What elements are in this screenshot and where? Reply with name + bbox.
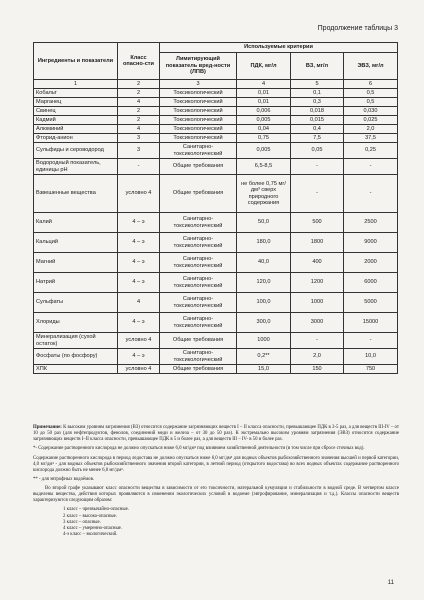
vz-cell: 0,1: [291, 89, 344, 98]
evz-cell: 2500: [344, 213, 398, 233]
continuation-label: Продолжение таблицы 3: [317, 25, 398, 32]
header-vz: ВЗ, мг/л: [291, 53, 344, 80]
ingredient-cell: Марганец: [34, 98, 118, 107]
pdk-cell: 100,0: [237, 293, 291, 313]
class-cell: 3: [118, 134, 160, 143]
lhp-cell: Токсикологический: [160, 134, 237, 143]
note-column-text: Во второй графе указывают класс опасности вещества в зависимости от его токсичности, матеральной кумуляции и стабильности в водной среде. В четвертом классе выделены вещества, действия которых проявляются в изменении экологических условий в водоеме (эвтрофирование, минерализация и т.д.). Классы опасности веществ характеризуются следующим образом:: [33, 486, 399, 504]
ingredient-cell: ХПК: [34, 365, 118, 374]
vz-cell: 1000: [291, 293, 344, 313]
pdk-cell: 0,2**: [237, 349, 291, 365]
pdk-cell: не более 0,75 мг/дм³ сверх природного содержания: [237, 175, 291, 213]
ingredient-cell: Сульфаты: [34, 293, 118, 313]
lhp-cell: Общие требования: [160, 365, 237, 374]
class-list: [63, 507, 399, 538]
lhp-cell: Санитарно-токсикологический: [160, 213, 237, 233]
ingredient-cell: Минерализация (сухой остаток): [34, 333, 118, 349]
header-used-criteria: Используемые критерии: [160, 43, 398, 53]
class-item: 4-э класс – экологический.: [63, 531, 118, 537]
lhp-cell: Санитарно-токсикологический: [160, 143, 237, 159]
table-row: [34, 253, 398, 273]
lhp-cell: Токсикологический: [160, 125, 237, 134]
evz-cell: 9000: [344, 233, 398, 253]
vz-cell: 500: [291, 213, 344, 233]
table-row: [34, 134, 398, 143]
class-cell: условно 4: [118, 175, 160, 213]
class-cell: 4 – э: [118, 253, 160, 273]
vz-cell: 150: [291, 365, 344, 374]
class-item: 2 класс – высоко-опасные.: [63, 513, 117, 519]
note-text: К высоким уровням загрязнения (ВЗ) относится содержание загрязняющих веществ I – II класса опасности, превышающее ПДК в 3-5 раз, а для веществ III-IV – от 10 до 50 раз (для нефтепродуктов, фенолов, соединений меди и железа – от 30 до 50 раз). К экстремально высоким уровням загрязнения (ЭВЗ) относится содержание загрязняющих веществ I–II класса опасности, превышающее ПДК в 5 и более раз, а для веществ III – IV- в 50 и более раз.: [33, 425, 399, 443]
ingredient-cell: Калий: [34, 213, 118, 233]
class-cell: 2: [118, 89, 160, 98]
ingredient-cell: Кальций: [34, 233, 118, 253]
header-evz: ЭВЗ, мг/л: [344, 53, 398, 80]
vz-cell: 0,3: [291, 98, 344, 107]
class-cell: 4 – э: [118, 213, 160, 233]
class-cell: условно 4: [118, 365, 160, 374]
page-number: 11: [387, 580, 394, 586]
table-row: [34, 159, 398, 175]
table-row: [34, 116, 398, 125]
table-row: [34, 143, 398, 159]
table-row: [34, 313, 398, 333]
notes-block: [33, 425, 399, 538]
pdk-cell: 0,04: [237, 125, 291, 134]
ingredient-cell: Фосфаты (по фосфору): [34, 349, 118, 365]
table-row: [34, 293, 398, 313]
evz-cell: 0,25: [344, 143, 398, 159]
pdk-cell: 180,0: [237, 233, 291, 253]
ingredient-cell: Фторид-анион: [34, 134, 118, 143]
class-cell: 4: [118, 98, 160, 107]
note-label: Примечание:: [33, 425, 62, 430]
pdk-cell: 0,006: [237, 107, 291, 116]
ingredient-cell: Кобальт: [34, 89, 118, 98]
evz-cell: 6000: [344, 273, 398, 293]
class-item: 4 класс – умеренно-опасные.: [63, 525, 123, 531]
evz-cell: 0,030: [344, 107, 398, 116]
table-row: [34, 98, 398, 107]
evz-cell: 2000: [344, 253, 398, 273]
lhp-cell: Общие требования: [160, 159, 237, 175]
lhp-cell: Токсикологический: [160, 116, 237, 125]
vz-cell: -: [291, 175, 344, 213]
vz-cell: 400: [291, 253, 344, 273]
class-cell: 4: [118, 293, 160, 313]
ingredient-cell: Свинец: [34, 107, 118, 116]
lhp-cell: Санитарно-токсикологический: [160, 233, 237, 253]
lhp-cell: Токсикологический: [160, 89, 237, 98]
evz-cell: 5000: [344, 293, 398, 313]
class-cell: 4 – э: [118, 273, 160, 293]
lhp-cell: Санитарно-токсикологический: [160, 293, 237, 313]
class-cell: 4 – э: [118, 349, 160, 365]
ingredient-cell: Взвешенные вещества: [34, 175, 118, 213]
ingredient-cell: Кадмий: [34, 116, 118, 125]
ingredient-cell: Водородный показатель, единицы рН: [34, 159, 118, 175]
vz-cell: 3000: [291, 313, 344, 333]
ingredient-cell: Хлориды: [34, 313, 118, 333]
lhp-cell: Санитарно-токсикологический: [160, 273, 237, 293]
lhp-cell: Общие требования: [160, 333, 237, 349]
table-row: [34, 333, 398, 349]
class-cell: 4 – э: [118, 233, 160, 253]
pdk-cell: 300,0: [237, 313, 291, 333]
criteria-table: [33, 42, 398, 374]
vz-cell: 0,018: [291, 107, 344, 116]
lhp-cell: Санитарно-токсикологический: [160, 349, 237, 365]
col-num-1: 1: [34, 80, 118, 89]
class-item: 1 класс – чрезвычайно-опасные.: [63, 507, 129, 513]
lhp-cell: Санитарно-токсикологический: [160, 313, 237, 333]
vz-cell: 0,015: [291, 116, 344, 125]
col-num-3: 3: [160, 80, 237, 89]
evz-cell: 0,025: [344, 116, 398, 125]
class-cell: 3: [118, 143, 160, 159]
header-lhp: Лимитирующий показатель вред-ности (ЛПВ): [160, 53, 237, 80]
ingredient-cell: Алюминий: [34, 125, 118, 134]
evz-cell: 750: [344, 365, 398, 374]
table-row: [34, 233, 398, 253]
table-row: [34, 365, 398, 374]
col-num-5: 5: [291, 80, 344, 89]
vz-cell: 0,05: [291, 143, 344, 159]
class-cell: -: [118, 159, 160, 175]
vz-cell: 1200: [291, 273, 344, 293]
table-row: [34, 125, 398, 134]
table-row: [34, 349, 398, 365]
evz-cell: -: [344, 333, 398, 349]
ingredient-cell: Натрий: [34, 273, 118, 293]
pdk-cell: 0,01: [237, 89, 291, 98]
evz-cell: 15000: [344, 313, 398, 333]
evz-cell: 10,0: [344, 349, 398, 365]
ingredient-cell: Магний: [34, 253, 118, 273]
evz-cell: 0,5: [344, 89, 398, 98]
lhp-cell: Общие требования: [160, 175, 237, 213]
pdk-cell: 0,75: [237, 134, 291, 143]
class-cell: 2: [118, 107, 160, 116]
table-row: [34, 273, 398, 293]
pdk-cell: 0,005: [237, 116, 291, 125]
table-row: [34, 107, 398, 116]
header-ingredients: Ингредиенты и показатели: [34, 43, 118, 80]
lhp-cell: Санитарно-токсикологический: [160, 253, 237, 273]
table-row: [34, 175, 398, 213]
class-cell: 4 – э: [118, 313, 160, 333]
note-star1: *- Содержание растворенного кислорода не должно опускаться ниже 6,0 мг/дм³ под влиянием хозяйственной деятельности (в том числе при сбросе сточных вод).: [33, 446, 365, 452]
evz-cell: 0,5: [344, 98, 398, 107]
ingredient-cell: Сульфиды и сероводород: [34, 143, 118, 159]
lhp-cell: Токсикологический: [160, 107, 237, 116]
pdk-cell: 15,0: [237, 365, 291, 374]
col-num-2: 2: [118, 80, 160, 89]
table-row: [34, 89, 398, 98]
note-star2: ** - для эвтрофных водоёмов.: [33, 476, 95, 482]
pdk-cell: 6,5-8,5: [237, 159, 291, 175]
class-cell: 2: [118, 116, 160, 125]
class-cell: 4: [118, 125, 160, 134]
col-num-6: 6: [344, 80, 398, 89]
lhp-cell: Токсикологический: [160, 98, 237, 107]
vz-cell: 7,5: [291, 134, 344, 143]
note-oxygen: Содержание растворенного кислорода в период ледостава не должно опускаться ниже 6,0 мг/дм³ для водных объектов рыбохозяйственного значения высшей и первой категории, 4,0 мг/дм³ - для водных объектов рыбохозяйственного значения второй категории, в летний период (открытого водостава) во всех водных объектах содержание растворенного кислорода должно быть не менее 6,0 мг/дм³.: [33, 455, 399, 473]
evz-cell: 37,5: [344, 134, 398, 143]
pdk-cell: 120,0: [237, 273, 291, 293]
header-hazard-class: Класс опасно-сти: [118, 43, 160, 80]
vz-cell: 1800: [291, 233, 344, 253]
evz-cell: -: [344, 159, 398, 175]
evz-cell: 2,0: [344, 125, 398, 134]
vz-cell: -: [291, 333, 344, 349]
col-num-4: 4: [237, 80, 291, 89]
pdk-cell: 0,01: [237, 98, 291, 107]
pdk-cell: 1000: [237, 333, 291, 349]
pdk-cell: 0,005: [237, 143, 291, 159]
header-pdk: ПДК, мг/л: [237, 53, 291, 80]
class-cell: условно 4: [118, 333, 160, 349]
vz-cell: 2,0: [291, 349, 344, 365]
evz-cell: -: [344, 175, 398, 213]
table-row: [34, 213, 398, 233]
vz-cell: 0,4: [291, 125, 344, 134]
vz-cell: -: [291, 159, 344, 175]
pdk-cell: 40,0: [237, 253, 291, 273]
pdk-cell: 50,0: [237, 213, 291, 233]
class-item: 3 класс – опасные.: [63, 519, 101, 525]
